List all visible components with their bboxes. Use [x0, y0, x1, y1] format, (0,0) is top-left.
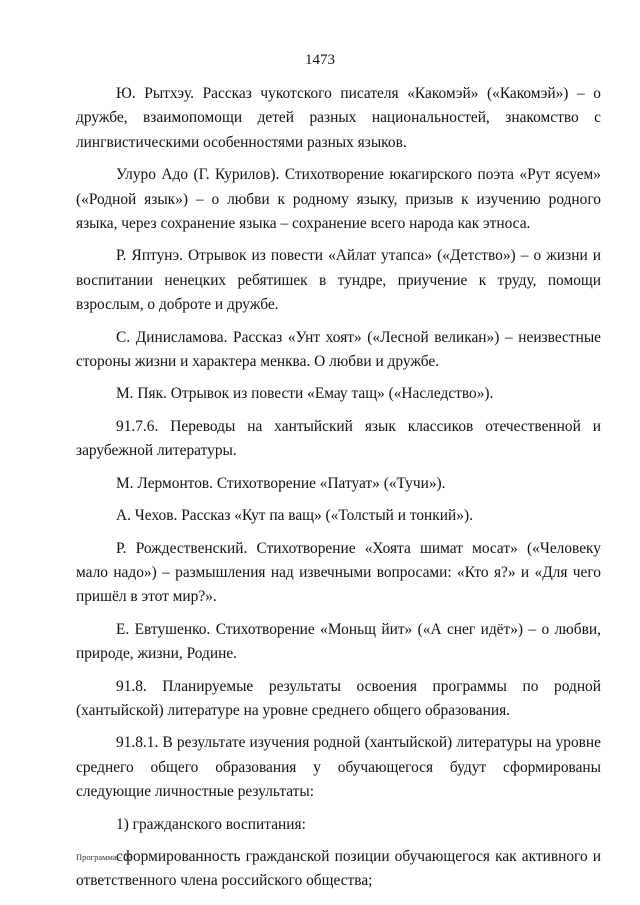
paragraph-evtushenko: Е. Евтушенко. Стихотворение «Моньщ йит» («А снег идёт») – о любви, природе, жизни, Родине. [76, 620, 601, 663]
paragraph-rozhdestvensky: Р. Рождественский. Стихотворение «Хоята шимат мосат» («Человеку мало надо») – размышления над извечными вопросами: «Кто я?» и «Для чего пришёл в этот мир?». [76, 539, 601, 606]
paragraph-section-91-8-1: 91.8.1. В результате изучения родной (хантыйской) литературы на уровне среднего общего образования у обучающегося будут сформированы следующие личностные результаты: [76, 734, 601, 801]
paragraph-section-91-8: 91.8. Планируемые результаты освоения программы по родной (хантыйской) литературе на уровне среднего общего образования. [76, 677, 601, 719]
document-body [76, 82, 601, 894]
paragraph-lermontov: М. Лермонтов. Стихотворение «Патуат» («Тучи»). [116, 474, 446, 492]
paragraph-kurilov: Улуро Адо (Г. Курилов). Стихотворение юкагирского поэта «Рут ясуем» («Родной язык») – о любви к родному языку, призыв к изучению родного языка, через сохранение языка – сохранение всего народа как этноса. [76, 166, 601, 233]
paragraph-section-91-7-6: 91.7.6. Переводы на хантыйский язык классиков отечественной и зарубежной литературы. [76, 417, 601, 460]
page-number: 1473 [305, 52, 335, 68]
paragraph-yaptune: Р. Яптунэ. Отрывок из повести «Айлат утапса» («Детство») – о жизни и воспитании ненецких ребятишек в тундре, приучение к труду, помощи взрослым, о доброте и дружбе. [76, 247, 601, 314]
paragraph-civic-position: сформированность гражданской позиции обучающегося как активного и ответственного члена российского общества; [76, 847, 601, 890]
paragraph-dinislamova: С. Динисламова. Рассказ «Унт хоят» («Лесной великан») – неизвестные стороны жизни и характера менква. О любви и дружбе. [76, 328, 601, 371]
paragraph-chekhov: А. Чехов. Рассказ «Кут па ващ» («Толстый и тонкий»). [116, 507, 473, 525]
paragraph-pyak: М. Пяк. Отрывок из повести «Емау тащ» («Наследство»). [116, 385, 494, 403]
paragraph-rytkheu: Ю. Рытхэу. Рассказ чукотского писателя «Какомэй» («Какомэй») – о дружбе, взаимопомощи детей разных национальностей, знакомство с лингвистическими особенностями разных языков. [76, 85, 601, 151]
page-footer: Программа - 03 [76, 852, 133, 862]
paragraph-civic-education-heading: 1) гражданского воспитания: [116, 815, 306, 833]
